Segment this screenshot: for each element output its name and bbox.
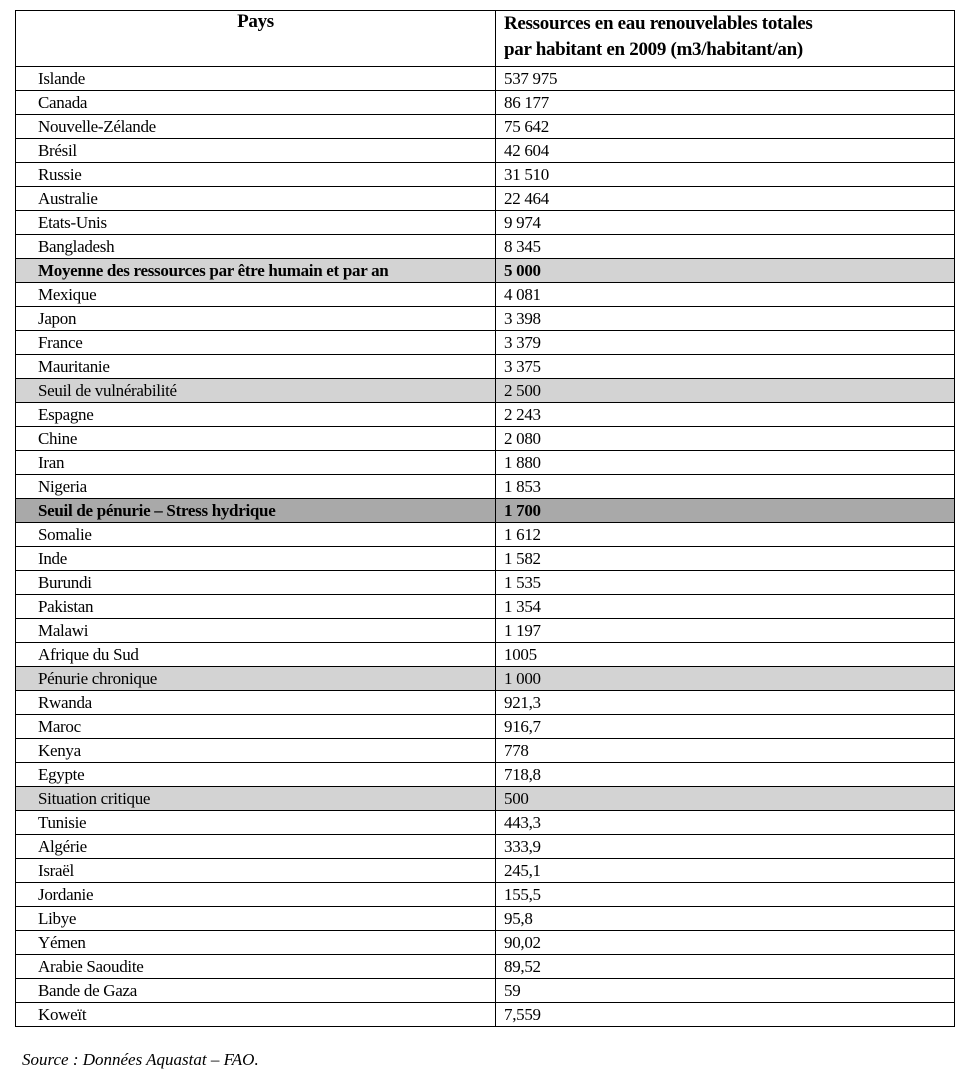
country-cell: Pakistan [16, 595, 496, 619]
country-cell: Espagne [16, 403, 496, 427]
value-cell: 42 604 [496, 139, 955, 163]
table-row [16, 787, 955, 811]
country-cell: Libye [16, 907, 496, 931]
value-cell: 3 375 [496, 355, 955, 379]
table-row [16, 643, 955, 667]
table-row [16, 283, 955, 307]
table-row [16, 715, 955, 739]
table-row [16, 187, 955, 211]
table-row [16, 115, 955, 139]
value-cell: 75 642 [496, 115, 955, 139]
country-cell: Arabie Saoudite [16, 955, 496, 979]
value-cell: 5 000 [496, 259, 955, 283]
country-cell: Jordanie [16, 883, 496, 907]
country-cell: Malawi [16, 619, 496, 643]
value-cell: 718,8 [496, 763, 955, 787]
value-cell: 95,8 [496, 907, 955, 931]
country-cell: Bangladesh [16, 235, 496, 259]
country-cell: Japon [16, 307, 496, 331]
table-row [16, 523, 955, 547]
value-cell: 3 398 [496, 307, 955, 331]
table-row [16, 211, 955, 235]
value-cell: 1005 [496, 643, 955, 667]
country-cell: Koweït [16, 1003, 496, 1027]
value-cell: 1 000 [496, 667, 955, 691]
value-cell: 22 464 [496, 187, 955, 211]
country-cell: Kenya [16, 739, 496, 763]
country-cell: Mauritanie [16, 355, 496, 379]
value-cell: 9 974 [496, 211, 955, 235]
header-line-1: Ressources en eau renouvelables totales [504, 13, 813, 34]
table-row [16, 571, 955, 595]
source-note: Source : Données Aquastat – FAO. [22, 1050, 259, 1069]
table-row [16, 379, 955, 403]
value-cell: 916,7 [496, 715, 955, 739]
table-row [16, 331, 955, 355]
country-cell: Islande [16, 67, 496, 91]
value-cell: 1 700 [496, 499, 955, 523]
table-row [16, 979, 955, 1003]
table-row [16, 67, 955, 91]
country-cell: Chine [16, 427, 496, 451]
country-cell: Algérie [16, 835, 496, 859]
table-row [16, 667, 955, 691]
table-row [16, 451, 955, 475]
value-cell: 1 582 [496, 547, 955, 571]
value-cell: 31 510 [496, 163, 955, 187]
value-cell: 3 379 [496, 331, 955, 355]
table-row [16, 883, 955, 907]
country-cell: Iran [16, 451, 496, 475]
country-cell: Israël [16, 859, 496, 883]
water-resources-table [15, 10, 955, 1027]
value-cell: 921,3 [496, 691, 955, 715]
value-cell: 59 [496, 979, 955, 1003]
value-cell: 1 535 [496, 571, 955, 595]
value-cell: 89,52 [496, 955, 955, 979]
table-row [16, 835, 955, 859]
value-cell: 1 354 [496, 595, 955, 619]
country-cell: Seuil de pénurie – Stress hydrique [16, 499, 496, 523]
country-cell: Bande de Gaza [16, 979, 496, 1003]
value-cell: 1 880 [496, 451, 955, 475]
country-cell: Nigeria [16, 475, 496, 499]
table-row [16, 475, 955, 499]
country-cell: Afrique du Sud [16, 643, 496, 667]
table-row [16, 547, 955, 571]
table-row [16, 691, 955, 715]
value-cell: 443,3 [496, 811, 955, 835]
table-row [16, 619, 955, 643]
table-row [16, 859, 955, 883]
table-row [16, 811, 955, 835]
value-cell: 1 853 [496, 475, 955, 499]
value-cell: 2 080 [496, 427, 955, 451]
value-cell: 4 081 [496, 283, 955, 307]
table-row [16, 91, 955, 115]
table-row [16, 931, 955, 955]
country-cell: Etats-Unis [16, 211, 496, 235]
table-row [16, 139, 955, 163]
table-header [16, 11, 955, 67]
value-cell: 1 197 [496, 619, 955, 643]
value-cell: 500 [496, 787, 955, 811]
country-cell: Inde [16, 547, 496, 571]
table-row [16, 907, 955, 931]
value-cell: 245,1 [496, 859, 955, 883]
country-cell: Moyenne des ressources par être humain et par an [16, 259, 496, 283]
value-cell: 8 345 [496, 235, 955, 259]
country-cell: Pénurie chronique [16, 667, 496, 691]
country-cell: Somalie [16, 523, 496, 547]
country-cell: Burundi [16, 571, 496, 595]
header-resources [496, 11, 955, 67]
table-row [16, 355, 955, 379]
country-cell: Maroc [16, 715, 496, 739]
header-country: Pays [16, 11, 496, 67]
value-cell: 1 612 [496, 523, 955, 547]
table-row [16, 427, 955, 451]
country-cell: Tunisie [16, 811, 496, 835]
country-cell: Russie [16, 163, 496, 187]
table-row [16, 163, 955, 187]
country-cell: Nouvelle-Zélande [16, 115, 496, 139]
table-row [16, 307, 955, 331]
value-cell: 2 500 [496, 379, 955, 403]
country-cell: Egypte [16, 763, 496, 787]
country-cell: Brésil [16, 139, 496, 163]
country-cell: Yémen [16, 931, 496, 955]
value-cell: 537 975 [496, 67, 955, 91]
value-cell: 778 [496, 739, 955, 763]
table-row [16, 739, 955, 763]
value-cell: 155,5 [496, 883, 955, 907]
header-line-2: par habitant en 2009 (m3/habitant/an) [504, 39, 803, 60]
table-row [16, 1003, 955, 1027]
country-cell: Canada [16, 91, 496, 115]
country-cell: France [16, 331, 496, 355]
table-row [16, 403, 955, 427]
table-row [16, 595, 955, 619]
country-cell: Australie [16, 187, 496, 211]
country-cell: Seuil de vulnérabilité [16, 379, 496, 403]
table-row [16, 499, 955, 523]
table-row [16, 763, 955, 787]
table-row [16, 955, 955, 979]
value-cell: 2 243 [496, 403, 955, 427]
table-row [16, 235, 955, 259]
value-cell: 86 177 [496, 91, 955, 115]
value-cell: 7,559 [496, 1003, 955, 1027]
country-cell: Situation critique [16, 787, 496, 811]
value-cell: 90,02 [496, 931, 955, 955]
value-cell: 333,9 [496, 835, 955, 859]
country-cell: Rwanda [16, 691, 496, 715]
table-row [16, 259, 955, 283]
country-cell: Mexique [16, 283, 496, 307]
